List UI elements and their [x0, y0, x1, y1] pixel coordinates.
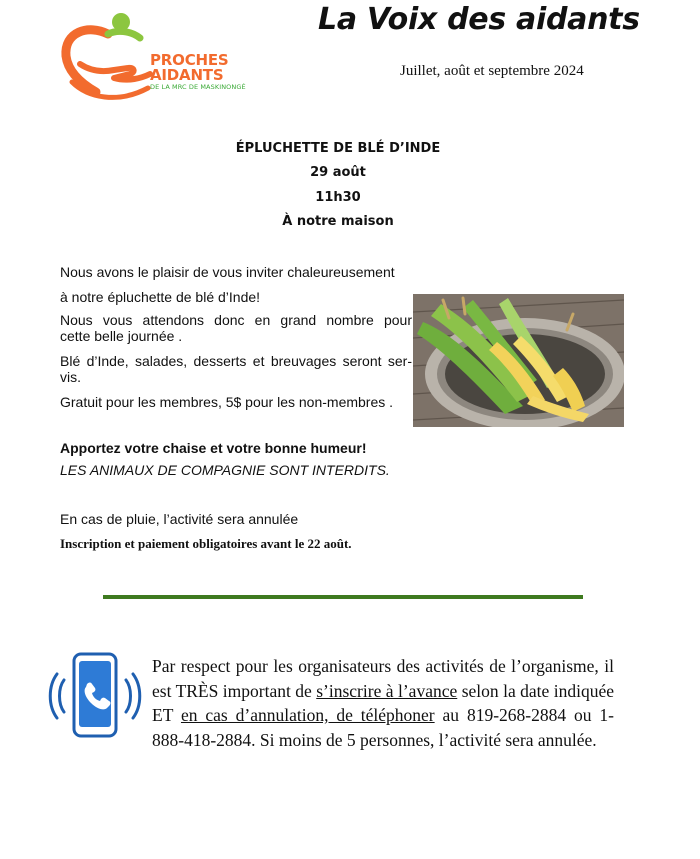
- logo-line-3: DE LA MRC DE MASKINONGÉ: [150, 83, 246, 91]
- corn-bowl-photo: [413, 294, 624, 427]
- event-date: 29 août: [310, 165, 366, 180]
- menu-line-1: Blé d’Inde, salades, desserts et breuvages seront ser-: [60, 353, 412, 369]
- logo-wordmark: [150, 53, 246, 92]
- section-divider: [103, 595, 583, 599]
- logo-line-1: PROCHES: [150, 51, 229, 69]
- event-place: À notre maison: [282, 214, 394, 229]
- registration-line: Inscription et paiement obligatoires avant le 22 août.: [60, 536, 352, 551]
- attendance-line-2: cette belle journée .: [60, 328, 183, 344]
- phone-ringing-icon: [44, 648, 144, 744]
- event-title: ÉPLUCHETTE DE BLÉ D’INDE: [235, 141, 441, 156]
- notice-part-1: Par respect pour les organisateurs des activités de l’organisme, il est TRÈS important de: [152, 656, 614, 701]
- registration-notice: [152, 654, 614, 752]
- logo-line-2: AIDANTS: [150, 66, 224, 84]
- invitation-line-1: Nous avons le plaisir de vous inviter chaleureusement: [60, 264, 395, 280]
- price-line: Gratuit pour les membres, 5$ pour les non-membres .: [60, 394, 394, 410]
- rain-line: En cas de pluie, l’activité sera annulée: [60, 511, 299, 527]
- event-time: 11h30: [315, 190, 361, 205]
- issue-date: Juillet, août et septembre 2024: [400, 63, 584, 79]
- notice-register-in-advance: s’inscrire à l’avance: [316, 680, 458, 701]
- attendance-line-1: Nous vous attendons donc en grand nombre pour: [60, 312, 412, 328]
- invitation-line-2: à notre épluchette de blé d’Inde!: [60, 289, 261, 305]
- corn-photo-icon: [413, 294, 624, 427]
- notice-part-2: selon la date indiquée ET: [152, 680, 615, 725]
- no-pets-line: LES ANIMAUX DE COMPAGNIE SONT INTERDITS.: [60, 462, 390, 478]
- bring-chair-line: Apportez votre chaise et votre bonne humeur!: [60, 440, 367, 456]
- newsletter-title: La Voix des aidants: [318, 2, 640, 37]
- smartphone-icon: [44, 648, 144, 744]
- menu-line-2: vis.: [60, 369, 81, 385]
- notice-cancel-call: en cas d’annulation, de téléphoner: [180, 705, 435, 725]
- notice-part-3: au 819-268-2884 ou 1-888-418-2884. Si moins de 5 personnes, l’activité sera annulée.: [152, 705, 614, 750]
